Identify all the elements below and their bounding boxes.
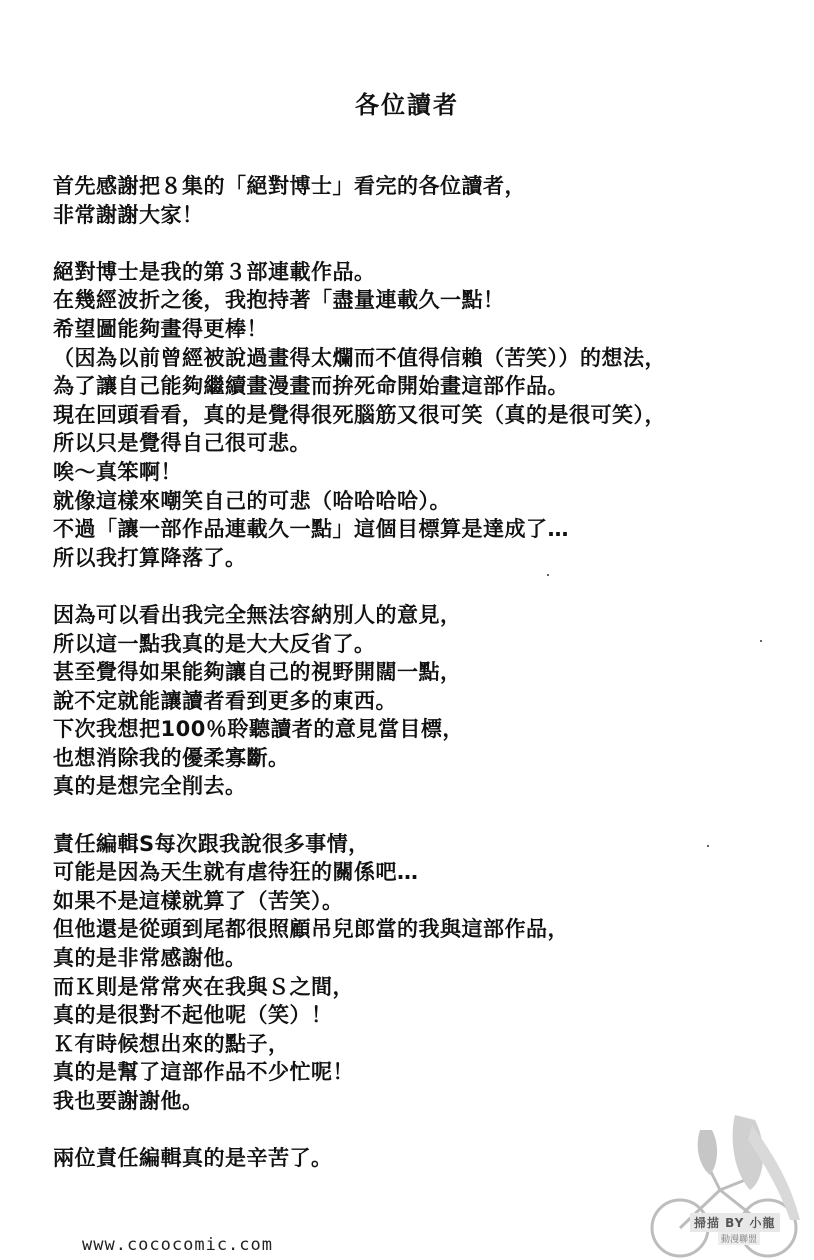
text-line: 真的是幫了這部作品不少忙呢！ (53, 1060, 354, 1085)
watermark-label: 掃描 BY 小龍 (690, 1213, 780, 1232)
text-line: 所以我打算降落了。 (53, 545, 247, 570)
text-line: 如果不是這樣就算了（苦笑）。 (53, 888, 344, 913)
text-line: 下次我想把100％聆聽讀者的意見當目標， (53, 717, 464, 742)
text-line: 不過「讓一部作品連載久一點」這個目標算是達成了… (53, 517, 569, 542)
text-line: 現在回頭看看，真的是覺得很死腦筋又很可笑（真的是很可笑）， (53, 402, 666, 427)
text-line: 但他還是從頭到尾都很照顧吊兒郎當的我與這部作品， (53, 917, 569, 942)
text-line: 為了讓自己能夠繼續畫漫畫而拚死命開始畫這部作品。 (53, 374, 569, 399)
scan-speck (760, 640, 762, 642)
text-line: 而Ｋ則是常常夾在我與Ｓ之間， (53, 974, 354, 999)
text-line: Ｋ有時候想出來的點子， (53, 1031, 290, 1056)
text-line: 就像這樣來嘲笑自己的可悲（哈哈哈哈）。 (53, 488, 451, 513)
paragraph (53, 258, 793, 573)
footer-url: www.cococomic.com (82, 1235, 273, 1255)
text-line: 絕對博士是我的第３部連載作品。 (53, 259, 376, 284)
watermark-sublabel: 動漫聯盟 (718, 1232, 760, 1245)
text-line: （因為以前曾經被說過畫得太爛而不值得信賴（苦笑））的想法， (53, 345, 666, 370)
text-line: 甚至覺得如果能夠讓自己的視野開闊一點， (53, 660, 462, 685)
scan-speck (707, 845, 709, 847)
scan-speck (547, 574, 549, 576)
text-line: 真的是很對不起他呢（笑）！ (53, 1003, 333, 1028)
text-line: 兩位責任編輯真的是辛苦了。 (53, 1146, 333, 1171)
text-line: 首先感謝把８集的「絕對博士」看完的各位讀者， (53, 174, 526, 198)
text-line: 在幾經波折之後，我抱持著「盡量連載久一點！ (53, 288, 505, 313)
text-line: 希望圖能夠畫得更棒！ (53, 316, 268, 341)
text-line: 可能是因為天生就有虐待狂的關係吧… (53, 860, 419, 885)
text-line: 所以只是覺得自己很可悲。 (53, 431, 311, 456)
paragraph (53, 601, 793, 801)
text-line: 說不定就能讓讀者看到更多的東西。 (53, 688, 397, 713)
afterword-body (53, 172, 793, 1173)
text-line: 真的是想完全削去。 (53, 774, 247, 799)
paragraph (53, 172, 793, 229)
text-line: 真的是非常感謝他。 (53, 946, 247, 971)
page-title: 各位讀者 (355, 91, 459, 119)
text-line: 所以這一點我真的是大大反省了。 (53, 631, 376, 656)
paragraph (53, 830, 793, 1116)
text-line: 也想消除我的優柔寡斷。 (53, 745, 290, 770)
text-line: 唉～真笨啊！ (53, 459, 182, 484)
text-line: 我也要謝謝他。 (53, 1089, 204, 1113)
text-line: 因為可以看出我完全無法容納別人的意見， (53, 602, 462, 627)
text-line: 非常謝謝大家！ (53, 202, 204, 227)
text-line: 責任編輯S每次跟我說很多事情， (53, 831, 370, 856)
